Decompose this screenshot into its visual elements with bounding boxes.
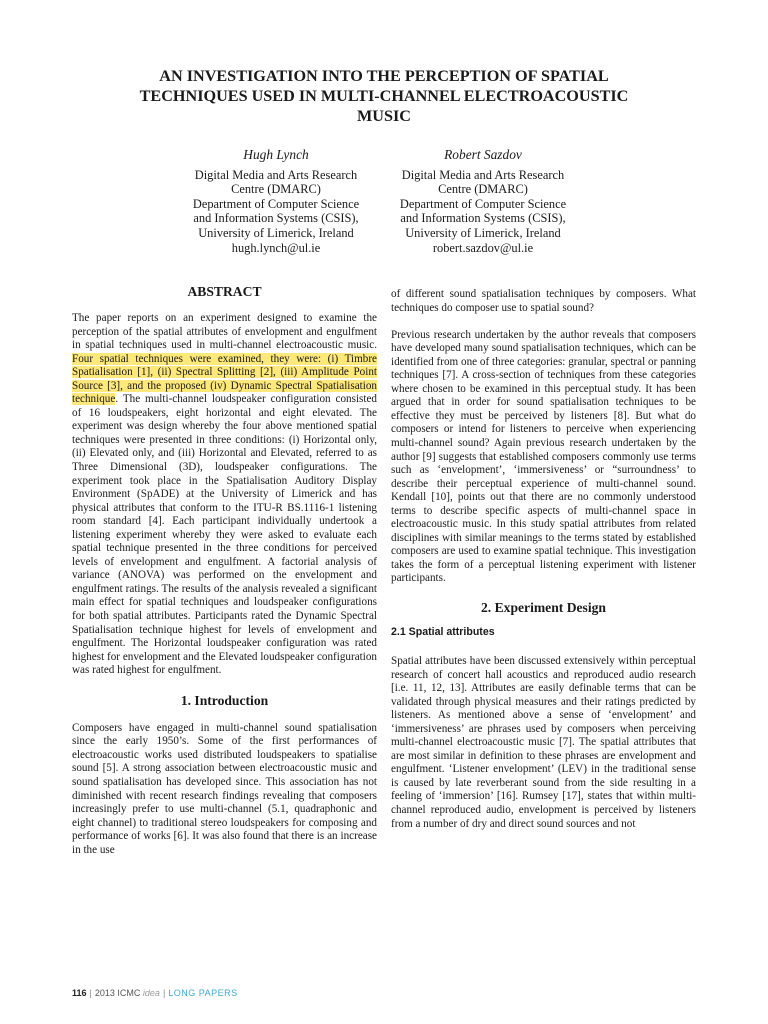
highlighted-text: Four spatial techniques were examined, they were: (i) Timbre Spatialisation [1], (ii) Spectral Splitting [2], (iii) Amplitude Point Source [3], and the proposed (iv) Dynamic Spectral Spatialisation technique bbox=[72, 352, 377, 406]
author-affiliation: and Information Systems (CSIS), bbox=[193, 211, 359, 226]
abstract-text: . The multi-channel loudspeaker configuration consisted of 16 loudspeakers, eight horizontal and eight elevated. The experiment was design whereby the four above mentioned spatial techniques were presented in three conditions: (i) Horizontal only, (ii) Elevated only, and (iii) Horizontal and Elevated, referred to as Three Dimensional (3D), loudspeaker configurations. The experiment took place in the Spatialisation Auditory Display Environment (SpADE) at the University of Limerick and has physical attributes that conform to the ITU-R BS.1116-1 listening room standard [4]. Each participant individually undertook a listening experiment whereby they were asked to evaluate each spatial technique presented in the three conditions for perceived levels of envelopment and engulfment. A factorial analysis of variance (ANOVA) was performed on the envelopment and engulfment ratings. The results of the analysis revealed a significant main effect for spatial techniques and loudspeaker configurations for both spatial attributes. Participants rated the Dynamic Spectral Spatialisation technique highest for levels of envelopment and engulfment. The Horizontal loudspeaker configuration was rated highest for envelopment and the Elevated loudspeaker configuration was rated highest for engulfment. bbox=[72, 393, 377, 677]
paper-title: AN INVESTIGATION INTO THE PERCEPTION OF SPATIAL TECHNIQUES USED IN MULTI-CHANNEL ELECTROACOUSTIC MUSIC bbox=[139, 67, 629, 125]
author-affiliation: Centre (DMARC) bbox=[438, 182, 528, 197]
abstract-heading: ABSTRACT bbox=[187, 284, 262, 299]
intro-paragraph: Composers have engaged in multi-channel sound spatialisation since the early 1950’s. Some of the first performances of electroacoustic works used distributed loudspeakers to spatialise sound [5]. A strong association between electroacoustic music and sound spatialisation has developed since. This association has not diminished with recent research findings revealing that composers increasingly prefer to use multi-channel (5.1, quadraphonic and eight channel) to traditional stereo loudspeakers for composing and performance of works [6]. It was also found that there is an increase in the use bbox=[72, 721, 377, 856]
author-block-2 bbox=[383, 148, 583, 255]
author-affiliation: Department of Computer Science bbox=[192, 196, 360, 211]
right-column bbox=[391, 288, 696, 831]
spatial-attributes-subheading: 2.1 Spatial attributes bbox=[391, 625, 495, 638]
author-email: robert.sazdov@ul.ie bbox=[432, 240, 534, 255]
conference-name: 2013 ICMC bbox=[94, 988, 141, 998]
section-label: LONG PAPERS bbox=[168, 988, 238, 998]
author-block-1 bbox=[176, 148, 376, 255]
author-affiliation: and Information Systems (CSIS), bbox=[400, 211, 566, 226]
intro-paragraph-continued: of different sound spatialisation techniques by composers. What techniques do composer use to spatial sound? bbox=[391, 288, 696, 314]
abstract-text: The paper reports on an experiment designed to examine the perception of the spatial attributes of envelopment and engulfment in spatial techniques used in multi-channel electroacoustic music. bbox=[72, 312, 377, 352]
author-name: Robert Sazdov bbox=[444, 147, 522, 162]
author-affiliation: Department of Computer Science bbox=[399, 196, 567, 211]
author-affiliation: University of Limerick, Ireland bbox=[405, 225, 561, 240]
conference-idea-logo: idea bbox=[142, 988, 160, 998]
experiment-paragraph: Spatial attributes have been discussed extensively within perceptual research of concert hall acoustics and reproduced audio research [i.e. 11, 12, 13]. Attributes are easily definable terms that can be validated through physical measures and their ratings predicted by listeners. As mentioned above a sense of ‘envelopment’ and ‘immersiveness’ are phrases used by composers when perceiving multi-channel electroacoustic music [7]. The spatial attributes that are most similar in definition to these phrases are envelopment and engulfment. ‘Listener envelopment’ (LEV) in the traditional sense is caused by late reverberant sound from the side resulting in a feeling of ‘immersion’ [16]. Rumsey [17], states that within multi-channel reproduced audio, envelopment is perceived by listeners from a number of dry and direct sound sources and not bbox=[391, 654, 696, 830]
left-column bbox=[72, 284, 377, 857]
author-email: hugh.lynch@ul.ie bbox=[231, 240, 321, 255]
author-name: Hugh Lynch bbox=[243, 147, 309, 162]
experiment-heading: 2. Experiment Design bbox=[481, 599, 606, 615]
author-affiliation: Digital Media and Arts Research bbox=[401, 167, 565, 182]
page-number: 116 bbox=[72, 988, 87, 998]
abstract-paragraph bbox=[72, 312, 377, 678]
intro-heading: 1. Introduction bbox=[180, 692, 269, 708]
author-affiliation: Centre (DMARC) bbox=[231, 182, 321, 197]
author-affiliation: University of Limerick, Ireland bbox=[198, 225, 354, 240]
page-footer: 116 | 2013 ICMC idea | LONG PAPERS bbox=[72, 988, 238, 998]
author-affiliation: Digital Media and Arts Research bbox=[194, 167, 358, 182]
intro-paragraph: Previous research undertaken by the author reveals that composers have developed many sound spatialisation techniques, which can be identified from one of three categories: granular, spectral or panning techniques [7]. A cross-section of techniques from these categories where chosen to be examined in this perceptual study. It has been argued that in order for sound spatialisation techniques to be effective they must be perceived by listeners [8]. But what do composers or intend for listeners to perceive when experiencing multi-channel sound? Again previous research undertaken by the author [9] suggests that established composers commonly use terms such as ‘envelopment’, ‘immersiveness’ or “surroundness’ to describe their perceptual experience of multi-channel sound. Kendall [10], points out that there are no commonly understood terms to describe specific aspects of multi-channel space in electroacoustic music. In this study spatial attributes from related disciplines with similar meanings to the terms stated by established composers are used to examine spatial technique. This investigation takes the form of a perceptual listening experiment with listener participants. bbox=[391, 328, 696, 585]
